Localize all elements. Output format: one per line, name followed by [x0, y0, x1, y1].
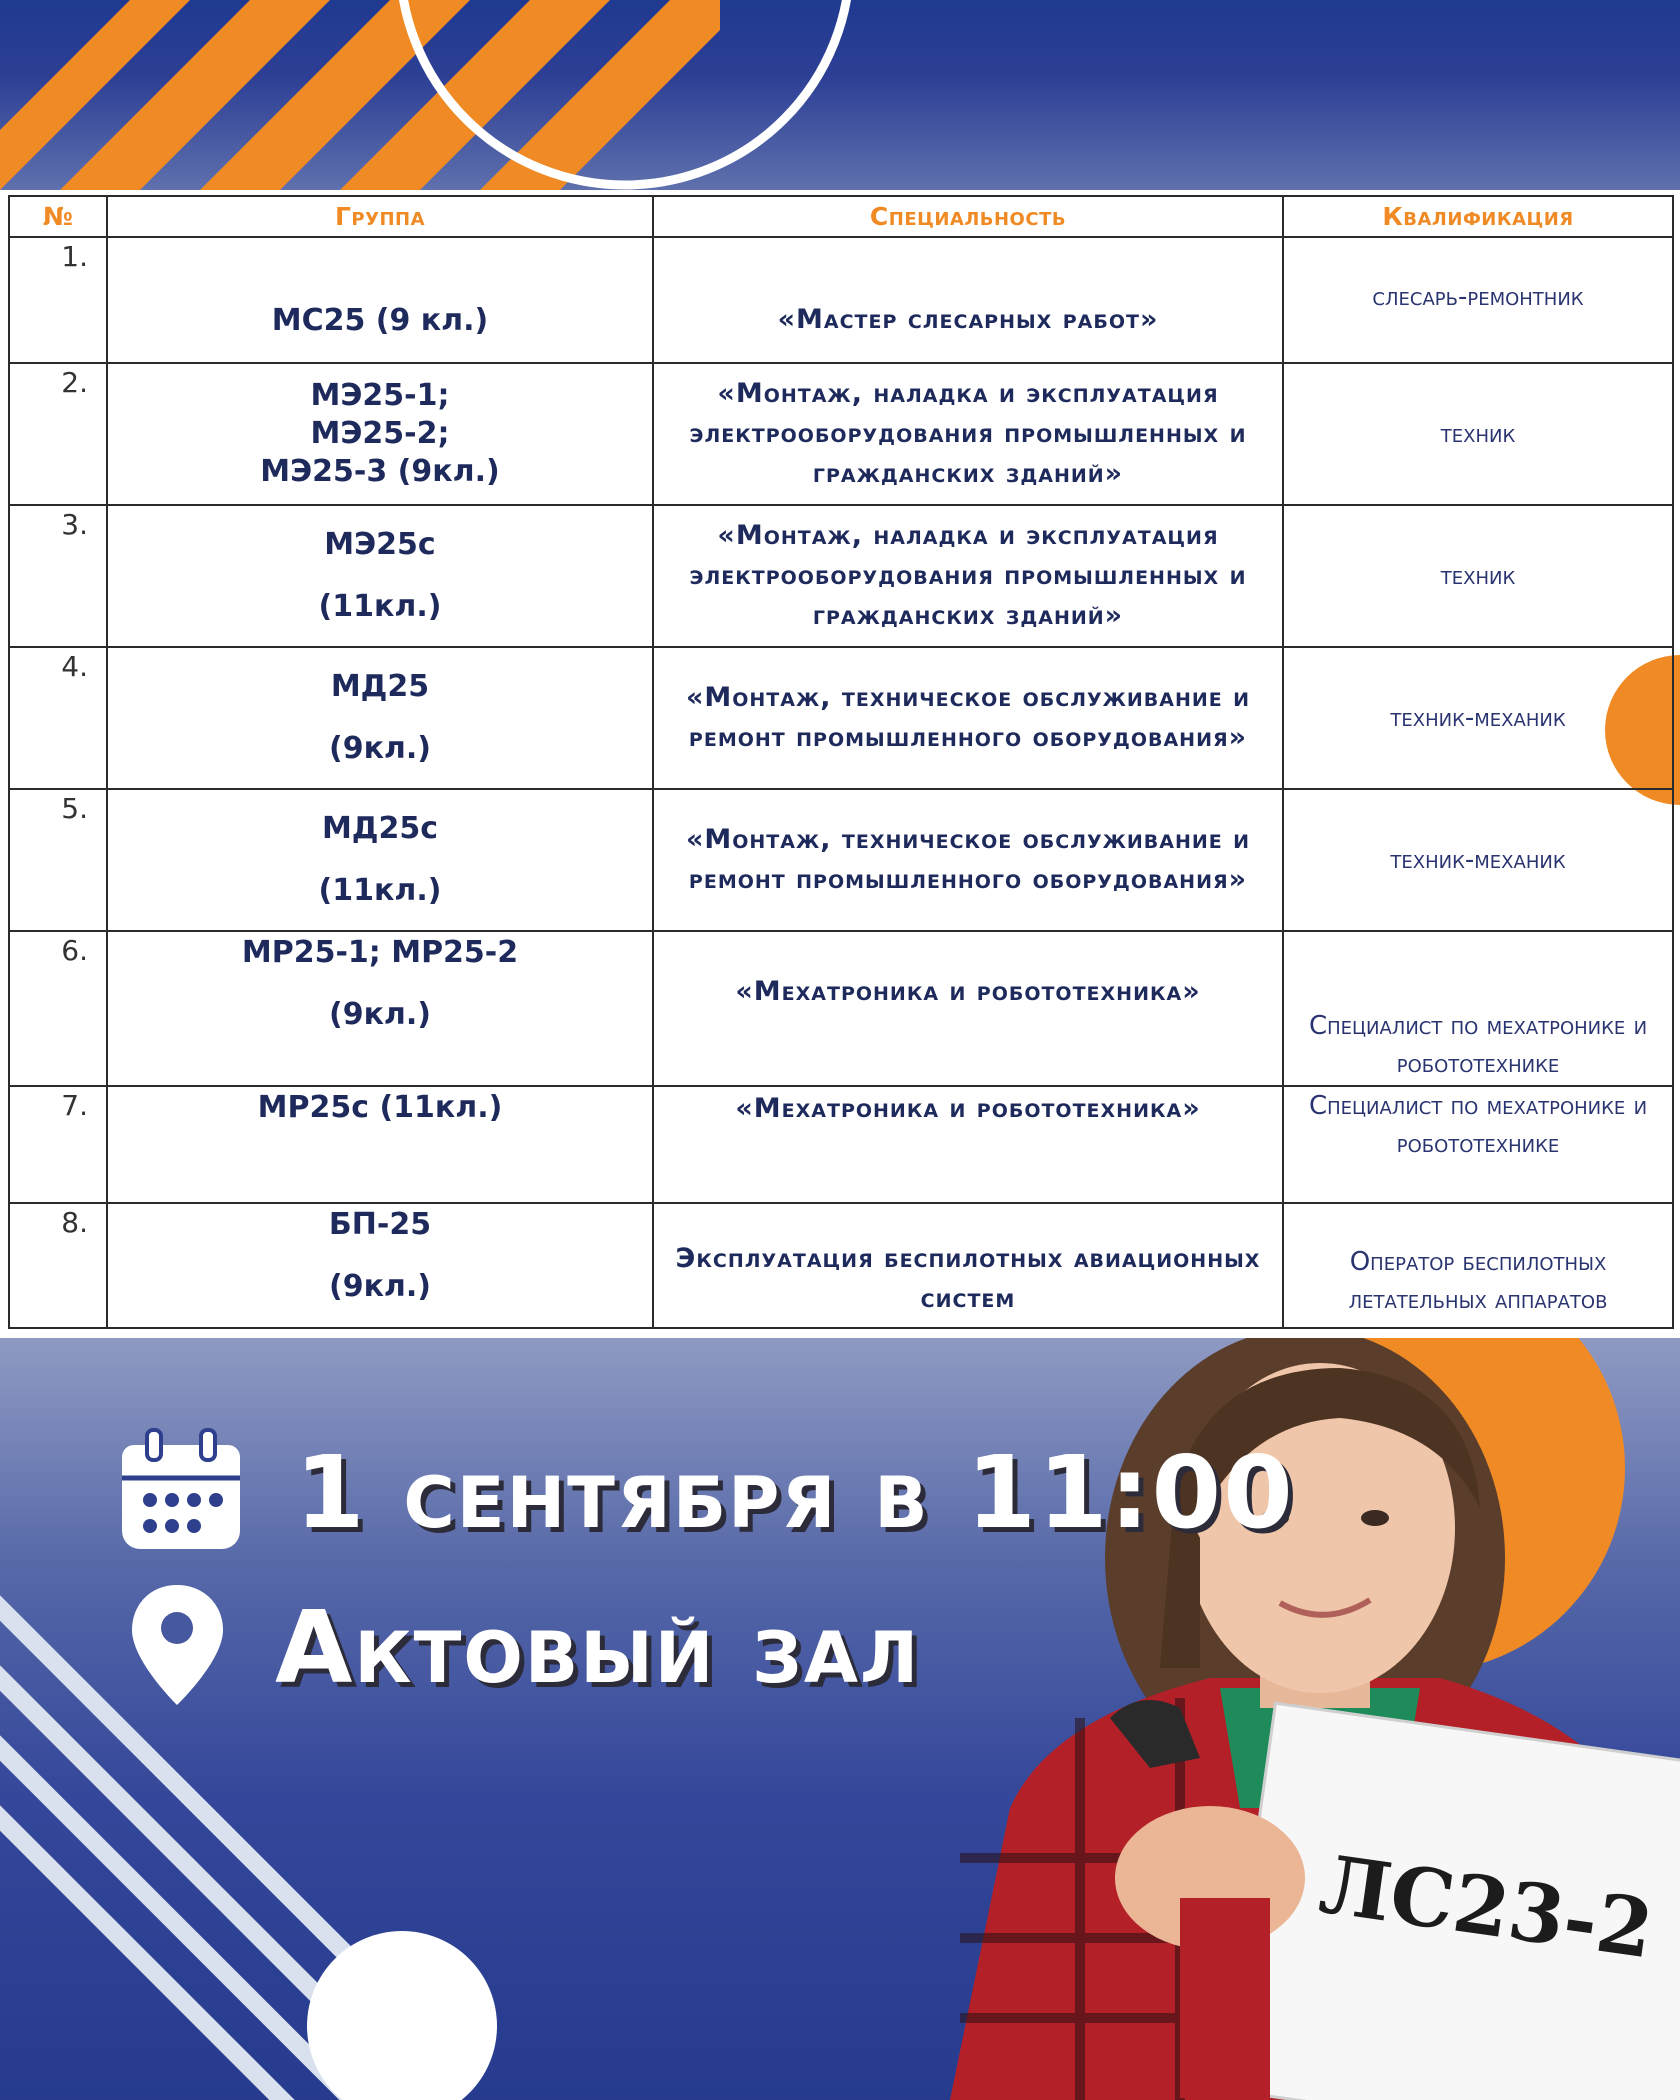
event-place-text: Актовый зал [275, 1589, 921, 1706]
group-line: БП-25 [328, 1207, 432, 1242]
group-line: МР25-1; МР25-2 [241, 935, 519, 970]
group-line: МЭ25-1; [310, 378, 450, 413]
row-number: 5. [9, 789, 107, 931]
event-date [120, 1428, 1295, 1557]
sign-text: ЛС23-2 [1314, 1836, 1659, 1977]
schedule-section [0, 190, 1680, 1338]
row-specialty: «Монтаж, техническое обслуживание и ремонт промышленного оборудования» [653, 789, 1283, 931]
row-group [107, 647, 653, 789]
row-specialty: «Монтаж, наладка и эксплуатация электрооборудования промышленных и гражданских зданий» [653, 363, 1283, 505]
location-pin-icon [130, 1583, 225, 1712]
schedule-table [8, 195, 1674, 1329]
row-group [107, 1203, 653, 1328]
table-row [9, 1086, 1673, 1203]
row-specialty: Эксплуатация беспилотных авиационных систем [653, 1203, 1283, 1328]
header-group: Группа [107, 196, 653, 237]
row-number: 2. [9, 363, 107, 505]
table-row [9, 789, 1673, 931]
row-number: 6. [9, 931, 107, 1086]
top-banner [0, 0, 1680, 190]
group-line: МЭ25с [324, 527, 436, 562]
table-row [9, 363, 1673, 505]
group-line: МД25с [321, 811, 439, 846]
row-group [107, 505, 653, 647]
row-qualification: слесарь-ремонтник [1283, 237, 1673, 363]
row-number: 1. [9, 237, 107, 363]
table-header-row [9, 196, 1673, 237]
event-date-text: 1 сентября в 11:00 [295, 1434, 1295, 1551]
group-line: (11кл.) [318, 873, 442, 908]
event-place [130, 1583, 920, 1712]
group-line: МС25 (9 кл.) [271, 303, 489, 338]
row-specialty: «Монтаж, наладка и эксплуатация электрооборудования промышленных и гражданских зданий» [653, 505, 1283, 647]
group-line: (11кл.) [318, 589, 442, 624]
group-line: МЭ25-3 (9кл.) [260, 454, 500, 489]
row-specialty: «Мастер слесарных работ» [653, 237, 1283, 363]
group-line: (9кл.) [328, 731, 432, 766]
table-row [9, 931, 1673, 1086]
header-specialty: Специальность [653, 196, 1283, 237]
group-line: МД25 [330, 669, 430, 704]
top-banner-decoration [0, 0, 1680, 190]
row-group [107, 789, 653, 931]
row-qualification: техник-механик [1283, 647, 1673, 789]
row-number: 7. [9, 1086, 107, 1203]
row-number: 4. [9, 647, 107, 789]
row-qualification: Специалист по мехатронике и робототехнике [1283, 1086, 1673, 1203]
header-qualification: Квалификация [1283, 196, 1673, 237]
row-group [107, 237, 653, 363]
row-specialty: «Мехатроника и робототехника» [653, 1086, 1283, 1203]
row-group [107, 1086, 653, 1203]
group-line: (9кл.) [328, 997, 432, 1032]
row-qualification: техник [1283, 363, 1673, 505]
row-specialty: «Монтаж, техническое обслуживание и ремонт промышленного оборудования» [653, 647, 1283, 789]
table-row [9, 505, 1673, 647]
row-group [107, 931, 653, 1086]
group-line: (9кл.) [328, 1269, 432, 1304]
row-qualification: Специалист по мехатронике и робототехнике [1283, 931, 1673, 1086]
group-line: МР25с (11кл.) [257, 1090, 503, 1125]
row-number: 8. [9, 1203, 107, 1328]
row-number: 3. [9, 505, 107, 647]
event-section [0, 1338, 1680, 2100]
row-qualification: техник-механик [1283, 789, 1673, 931]
row-group [107, 363, 653, 505]
table-row [9, 1203, 1673, 1328]
table-row [9, 647, 1673, 789]
calendar-icon [120, 1428, 245, 1557]
group-line: МЭ25-2; [310, 416, 450, 451]
row-qualification: Оператор беспилотных летательных аппаратов [1283, 1203, 1673, 1328]
row-specialty: «Мехатроника и робототехника» [653, 931, 1283, 1086]
header-number: № [9, 196, 107, 237]
table-row [9, 237, 1673, 363]
row-qualification: техник [1283, 505, 1673, 647]
